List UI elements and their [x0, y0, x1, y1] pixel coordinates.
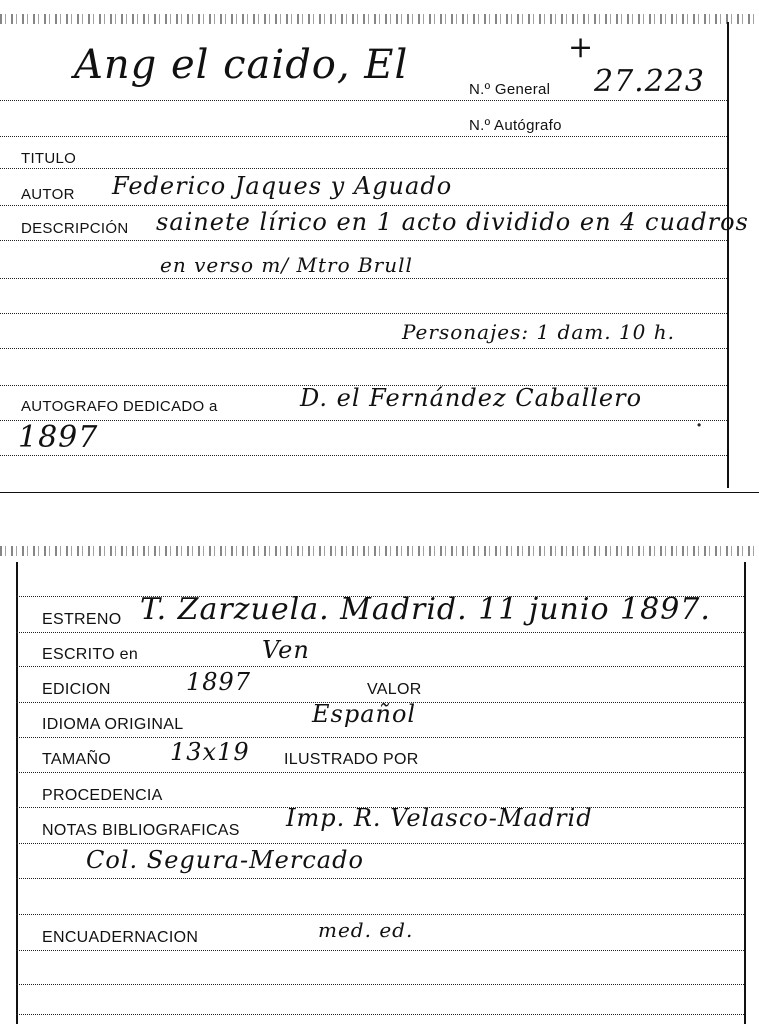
valor-label: VALOR	[367, 681, 422, 698]
ruled-line	[16, 737, 744, 738]
ruled-line	[16, 914, 744, 915]
personajes-note: Personajes: 1 dam. 10 h.	[402, 320, 675, 344]
card-right-border	[727, 22, 729, 488]
escrito-label: ESCRITO en	[42, 646, 139, 663]
autor-label: AUTOR	[21, 186, 75, 203]
dedicado-value: D. el Fernández Caballero	[300, 384, 643, 412]
ruled-line	[16, 950, 744, 951]
ruled-line	[16, 632, 744, 633]
tamano-label: TAMAÑO	[42, 751, 112, 768]
catalog-card-back	[0, 540, 759, 1028]
encuadernacion-label: ENCUADERNACION	[42, 929, 199, 946]
descripcion-label: DESCRIPCIÓN	[21, 220, 129, 237]
edicion-value: 1897	[186, 668, 252, 696]
ruled-line	[0, 313, 727, 314]
escrito-value: Ven	[262, 636, 310, 664]
ruled-line	[16, 878, 744, 879]
ruled-line	[0, 455, 727, 456]
edicion-label: EDICION	[42, 681, 111, 698]
estreno-label: ESTRENO	[42, 611, 122, 628]
notas-label: NOTAS BIBLIOGRAFICAS	[42, 822, 240, 839]
ruled-line	[16, 666, 744, 667]
ruled-line	[0, 420, 727, 421]
ruled-line	[0, 348, 727, 349]
plus-mark: +	[568, 30, 595, 65]
card-bottom-edge	[0, 492, 759, 493]
idioma-label: IDIOMA ORIGINAL	[42, 716, 184, 733]
ruled-line	[0, 168, 727, 169]
dot-mark: •	[697, 418, 702, 432]
notas-value-line1: Imp. R. Velasco-Madrid	[286, 804, 593, 832]
notas-value-line2: Col. Segura-Mercado	[86, 846, 364, 874]
ilustrado-label: ILUSTRADO POR	[284, 751, 419, 768]
catalog-card-front	[0, 0, 759, 494]
ruled-line	[16, 984, 744, 985]
descripcion-value-line2: en verso m/ Mtro Brull	[160, 253, 413, 277]
year-value: 1897	[18, 420, 99, 455]
ruled-line	[16, 772, 744, 773]
scan-edge-noise	[0, 14, 759, 24]
dedicado-label: AUTOGRAFO DEDICADO a	[21, 398, 218, 415]
encuadernacion-value: med. ed.	[318, 918, 414, 942]
ruled-line	[16, 843, 744, 844]
general-number-value: 27.223	[594, 64, 705, 99]
procedencia-label: PROCEDENCIA	[42, 787, 163, 804]
ruled-line	[0, 136, 727, 137]
estreno-value: T. Zarzuela. Madrid. 11 junio 1897.	[140, 592, 711, 627]
autograph-number-label: N.º Autógrafo	[469, 117, 562, 134]
scan-edge-noise	[0, 546, 759, 556]
ruled-line	[0, 278, 727, 279]
card-right-border	[744, 562, 746, 1024]
general-number-label: N.º General	[469, 81, 551, 98]
ruled-line	[0, 205, 727, 206]
ruled-line	[0, 100, 727, 101]
titulo-label: TITULO	[21, 150, 77, 167]
idioma-value: Español	[312, 700, 417, 728]
autor-value: Federico Jaques y Aguado	[112, 172, 453, 200]
ruled-line	[0, 240, 727, 241]
handwritten-title: Ang el caido, El	[74, 42, 409, 88]
descripcion-value-line1: sainete lírico en 1 acto dividido en 4 cuadros	[156, 208, 749, 236]
ruled-line	[16, 1014, 744, 1015]
tamano-value: 13x19	[170, 738, 250, 766]
